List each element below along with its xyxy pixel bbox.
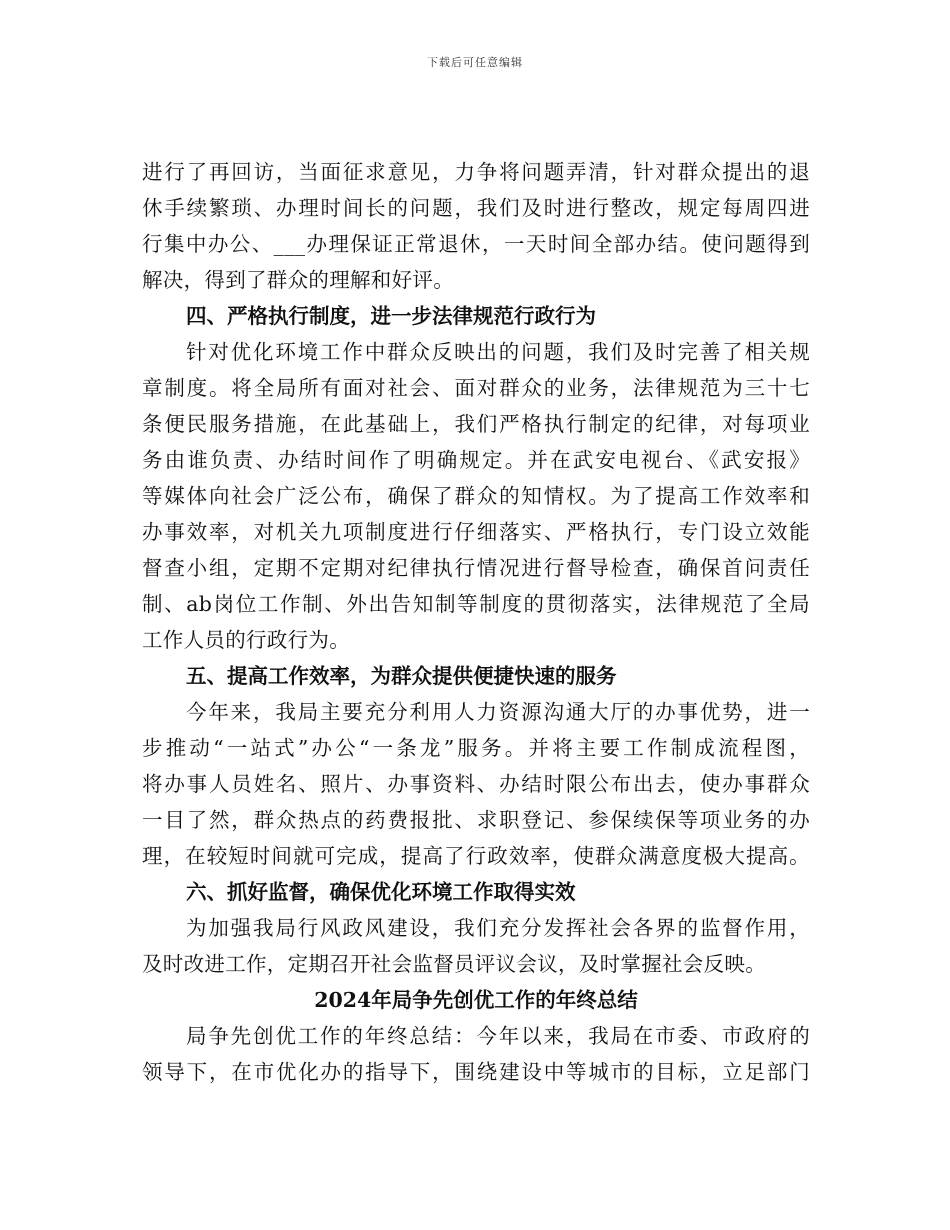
text-line: 理，在较短时间就可完成，提高了行政效率，使群众满意度极大提高。 (142, 844, 810, 868)
text-line: 针对优化环境工作中群众反映出的问题，我们及时完善了相关规 (186, 340, 810, 364)
text-line: 办事效率，对机关九项制度进行仔细落实、严格执行，专门设立效能 (142, 520, 810, 544)
text-line: 及时改进工作，定期召开社会监督员评议会议，及时掌握社会反映。 (142, 952, 766, 976)
section-heading-4: 四、严格执行制度，进一步法律规范行政行为 (186, 304, 596, 328)
text-line: 等媒体向社会广泛公布，确保了群众的知情权。为了提高工作效率和 (142, 484, 810, 508)
text-line: 解决，得到了群众的理解和好评。 (142, 268, 454, 292)
document-body (142, 154, 810, 1090)
section-heading-5: 五、提高工作效率，为群众提供便捷快速的服务 (186, 664, 617, 688)
paragraph-supervision (142, 910, 810, 982)
text-line: 条便民服务措施，在此基础上，我们严格执行制定的纪律，对每项业 (142, 412, 810, 436)
paragraph-efficiency (142, 694, 810, 874)
text-line: 督查小组，定期不定期对纪律执行情况进行督导检查，确保首问责任 (142, 556, 810, 580)
text-line: 领导下，在市优化办的指导下，围绕建设中等城市的目标，立足部门 (142, 1060, 810, 1084)
section-heading-6: 六、抓好监督，确保优化环境工作取得实效 (186, 880, 576, 904)
text-line: 今年来，我局主要充分利用人力资源沟通大厅的办事优势，进一 (186, 700, 810, 724)
paragraph-regulations (142, 334, 810, 658)
text-line: 行集中办公、___办理保证正常退休，一天时间全部办结。使问题得到 (142, 232, 810, 256)
text-line: 制、ab岗位工作制、外出告知制等制度的贯彻落实，法律规范了全局 (142, 592, 810, 616)
text-line: 工作人员的行政行为。 (142, 628, 350, 652)
text-line: 章制度。将全局所有面对社会、面对群众的业务，法律规范为三十七 (142, 376, 810, 400)
text-line: 务由谁负责、办结时间作了明确规定。并在武安电视台、《武安报》 (142, 448, 810, 472)
text-line: 进行了再回访，当面征求意见，力争将问题弄清，针对群众提出的退 (142, 160, 810, 184)
text-line: 为加强我局行风政风建设，我们充分发挥社会各界的监督作用， (186, 916, 810, 940)
text-line: 步推动“一站式”办公“一条龙”服务。并将主要工作制成流程图， (142, 736, 810, 760)
text-line: 休手续繁琐、办理时间长的问题，我们及时进行整改，规定每周四进 (142, 196, 810, 220)
paragraph-summary (142, 1018, 810, 1090)
paragraph-revisit (142, 154, 810, 298)
text-line: 局争先创优工作的年终总结：今年以来，我局在市委、市政府的 (186, 1024, 810, 1048)
text-line: 将办事人员姓名、照片、办事资料、办结时限公布出去，使办事群众 (142, 772, 810, 796)
document-title: 2024年局争先创优工作的年终总结 (314, 988, 638, 1012)
page-header-note: 下载后可任意编辑 (427, 56, 523, 69)
text-line: 一目了然，群众热点的药费报批、求职登记、参保续保等项业务的办 (142, 808, 810, 832)
